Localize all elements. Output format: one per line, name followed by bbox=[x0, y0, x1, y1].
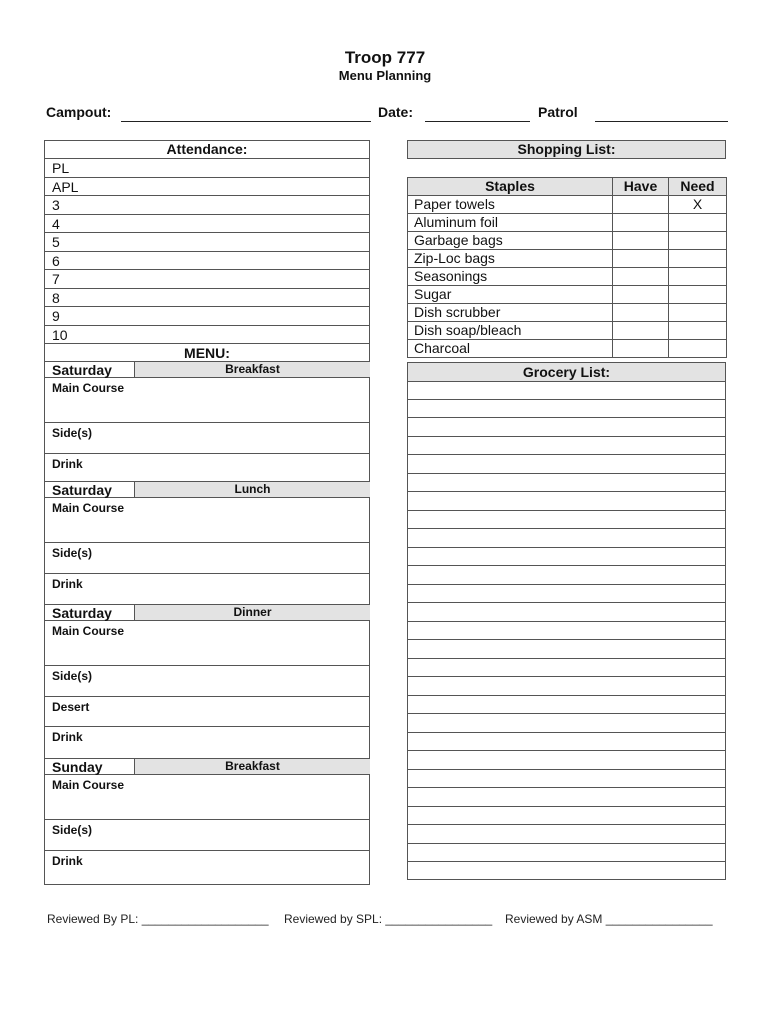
menu-day: Saturday bbox=[44, 362, 135, 378]
staple-name: Zip-Loc bags bbox=[408, 250, 613, 268]
grocery-list-line[interactable] bbox=[407, 824, 726, 825]
table-row bbox=[408, 232, 727, 250]
drink-field[interactable]: Drink bbox=[52, 854, 83, 868]
attendance-row[interactable]: 9 bbox=[44, 307, 370, 326]
reviewed-by-spl[interactable]: Reviewed by SPL: ________________ bbox=[284, 912, 493, 926]
grocery-list-line[interactable] bbox=[407, 658, 726, 659]
have-cell[interactable] bbox=[613, 322, 669, 340]
desert-field[interactable]: Desert bbox=[44, 697, 370, 727]
grocery-list-line[interactable] bbox=[407, 861, 726, 862]
shopping-list-heading: Shopping List: bbox=[407, 140, 726, 159]
table-row bbox=[408, 268, 727, 286]
staple-name: Dish soap/bleach bbox=[408, 322, 613, 340]
table-row bbox=[408, 250, 727, 268]
patrol-label: Patrol bbox=[538, 104, 578, 120]
menu-meal: Breakfast bbox=[135, 362, 370, 378]
campout-field[interactable] bbox=[121, 121, 371, 122]
menu-meal: Breakfast bbox=[135, 759, 370, 775]
need-cell[interactable]: X bbox=[669, 196, 727, 214]
staple-name: Paper towels bbox=[408, 196, 613, 214]
grocery-list-line[interactable] bbox=[407, 547, 726, 548]
sides-field[interactable]: Side(s) bbox=[44, 820, 370, 851]
grocery-list-line[interactable] bbox=[407, 473, 726, 474]
attendance-row[interactable]: 8 bbox=[44, 289, 370, 308]
staple-name: Dish scrubber bbox=[408, 304, 613, 322]
need-cell[interactable] bbox=[669, 322, 727, 340]
menu-day: Sunday bbox=[44, 759, 135, 775]
page-subtitle: Menu Planning bbox=[338, 68, 432, 83]
attendance-row[interactable]: PL bbox=[44, 159, 370, 178]
grocery-list-line[interactable] bbox=[407, 436, 726, 437]
have-cell[interactable] bbox=[613, 340, 669, 358]
grocery-list-line[interactable] bbox=[407, 732, 726, 733]
attendance-row[interactable]: 6 bbox=[44, 252, 370, 271]
attendance-row[interactable]: 4 bbox=[44, 215, 370, 234]
need-column-header: Need bbox=[669, 178, 727, 196]
staple-name: Aluminum foil bbox=[408, 214, 613, 232]
table-row bbox=[408, 286, 727, 304]
attendance-row[interactable]: 5 bbox=[44, 233, 370, 252]
reviewed-by-asm[interactable]: Reviewed by ASM ________________ bbox=[505, 912, 713, 926]
need-cell[interactable] bbox=[669, 250, 727, 268]
have-cell[interactable] bbox=[613, 232, 669, 250]
main-course-field[interactable]: Main Course bbox=[44, 378, 370, 423]
page-title: Troop 777 bbox=[344, 48, 426, 67]
table-row bbox=[408, 196, 727, 214]
main-course-field[interactable]: Main Course bbox=[44, 498, 370, 543]
staples-column-header: Staples bbox=[408, 178, 613, 196]
grocery-list-line[interactable] bbox=[407, 621, 726, 622]
attendance-heading: Attendance: bbox=[44, 140, 370, 159]
grocery-list-line[interactable] bbox=[407, 769, 726, 770]
staple-name: Charcoal bbox=[408, 340, 613, 358]
staple-name: Garbage bags bbox=[408, 232, 613, 250]
grocery-list-line[interactable] bbox=[407, 454, 726, 455]
date-field[interactable] bbox=[425, 121, 530, 122]
patrol-field[interactable] bbox=[595, 121, 728, 122]
date-label: Date: bbox=[378, 104, 414, 120]
attendance-row[interactable]: 3 bbox=[44, 196, 370, 215]
grocery-list-line[interactable] bbox=[407, 602, 726, 603]
grocery-list-line[interactable] bbox=[407, 399, 726, 400]
drink-field[interactable]: Drink bbox=[44, 727, 370, 759]
grocery-list-line[interactable] bbox=[407, 750, 726, 751]
campout-label: Campout: bbox=[46, 104, 112, 120]
menu-day: Saturday bbox=[44, 605, 135, 621]
need-cell[interactable] bbox=[669, 286, 727, 304]
grocery-list-heading: Grocery List: bbox=[408, 363, 725, 382]
grocery-list-line[interactable] bbox=[407, 417, 726, 418]
grocery-list-line[interactable] bbox=[407, 806, 726, 807]
have-column-header: Have bbox=[613, 178, 669, 196]
grocery-list-line[interactable] bbox=[407, 491, 726, 492]
table-row bbox=[408, 214, 727, 232]
sides-field[interactable]: Side(s) bbox=[44, 423, 370, 454]
have-cell[interactable] bbox=[613, 268, 669, 286]
attendance-row[interactable]: 7 bbox=[44, 270, 370, 289]
have-cell[interactable] bbox=[613, 196, 669, 214]
grocery-list-line[interactable] bbox=[407, 639, 726, 640]
need-cell[interactable] bbox=[669, 340, 727, 358]
need-cell[interactable] bbox=[669, 214, 727, 232]
grocery-list-line[interactable] bbox=[407, 713, 726, 714]
grocery-list-line[interactable] bbox=[407, 584, 726, 585]
attendance-row[interactable]: 10 bbox=[44, 326, 370, 345]
drink-field[interactable]: Drink bbox=[44, 454, 370, 482]
need-cell[interactable] bbox=[669, 304, 727, 322]
table-row bbox=[408, 304, 727, 322]
need-cell[interactable] bbox=[669, 232, 727, 250]
grocery-list-line[interactable] bbox=[407, 565, 726, 566]
main-course-field[interactable]: Main Course bbox=[44, 775, 370, 820]
have-cell[interactable] bbox=[613, 286, 669, 304]
menu-meal: Lunch bbox=[135, 482, 370, 498]
menu-meal: Dinner bbox=[135, 605, 370, 621]
main-course-field[interactable]: Main Course bbox=[44, 621, 370, 666]
table-row bbox=[408, 340, 727, 358]
drink-field[interactable]: Drink bbox=[44, 574, 370, 605]
grocery-list-line[interactable] bbox=[407, 787, 726, 788]
staple-name: Sugar bbox=[408, 286, 613, 304]
sides-field[interactable]: Side(s) bbox=[44, 666, 370, 697]
staple-name: Seasonings bbox=[408, 268, 613, 286]
need-cell[interactable] bbox=[669, 268, 727, 286]
have-cell[interactable] bbox=[613, 250, 669, 268]
reviewed-by-pl[interactable]: Reviewed By PL: ___________________ bbox=[47, 912, 269, 926]
grocery-list-line[interactable] bbox=[407, 510, 726, 511]
have-cell[interactable] bbox=[613, 304, 669, 322]
menu-day: Saturday bbox=[44, 482, 135, 498]
grocery-list-line[interactable] bbox=[407, 843, 726, 844]
staples-table bbox=[407, 177, 727, 358]
menu-heading: MENU: bbox=[44, 344, 370, 362]
have-cell[interactable] bbox=[613, 214, 669, 232]
grocery-list-line[interactable] bbox=[407, 695, 726, 696]
attendance-row[interactable]: APL bbox=[44, 178, 370, 197]
grocery-list-line[interactable] bbox=[407, 676, 726, 677]
grocery-list-line[interactable] bbox=[407, 528, 726, 529]
sides-field[interactable]: Side(s) bbox=[44, 543, 370, 574]
table-row bbox=[408, 322, 727, 340]
